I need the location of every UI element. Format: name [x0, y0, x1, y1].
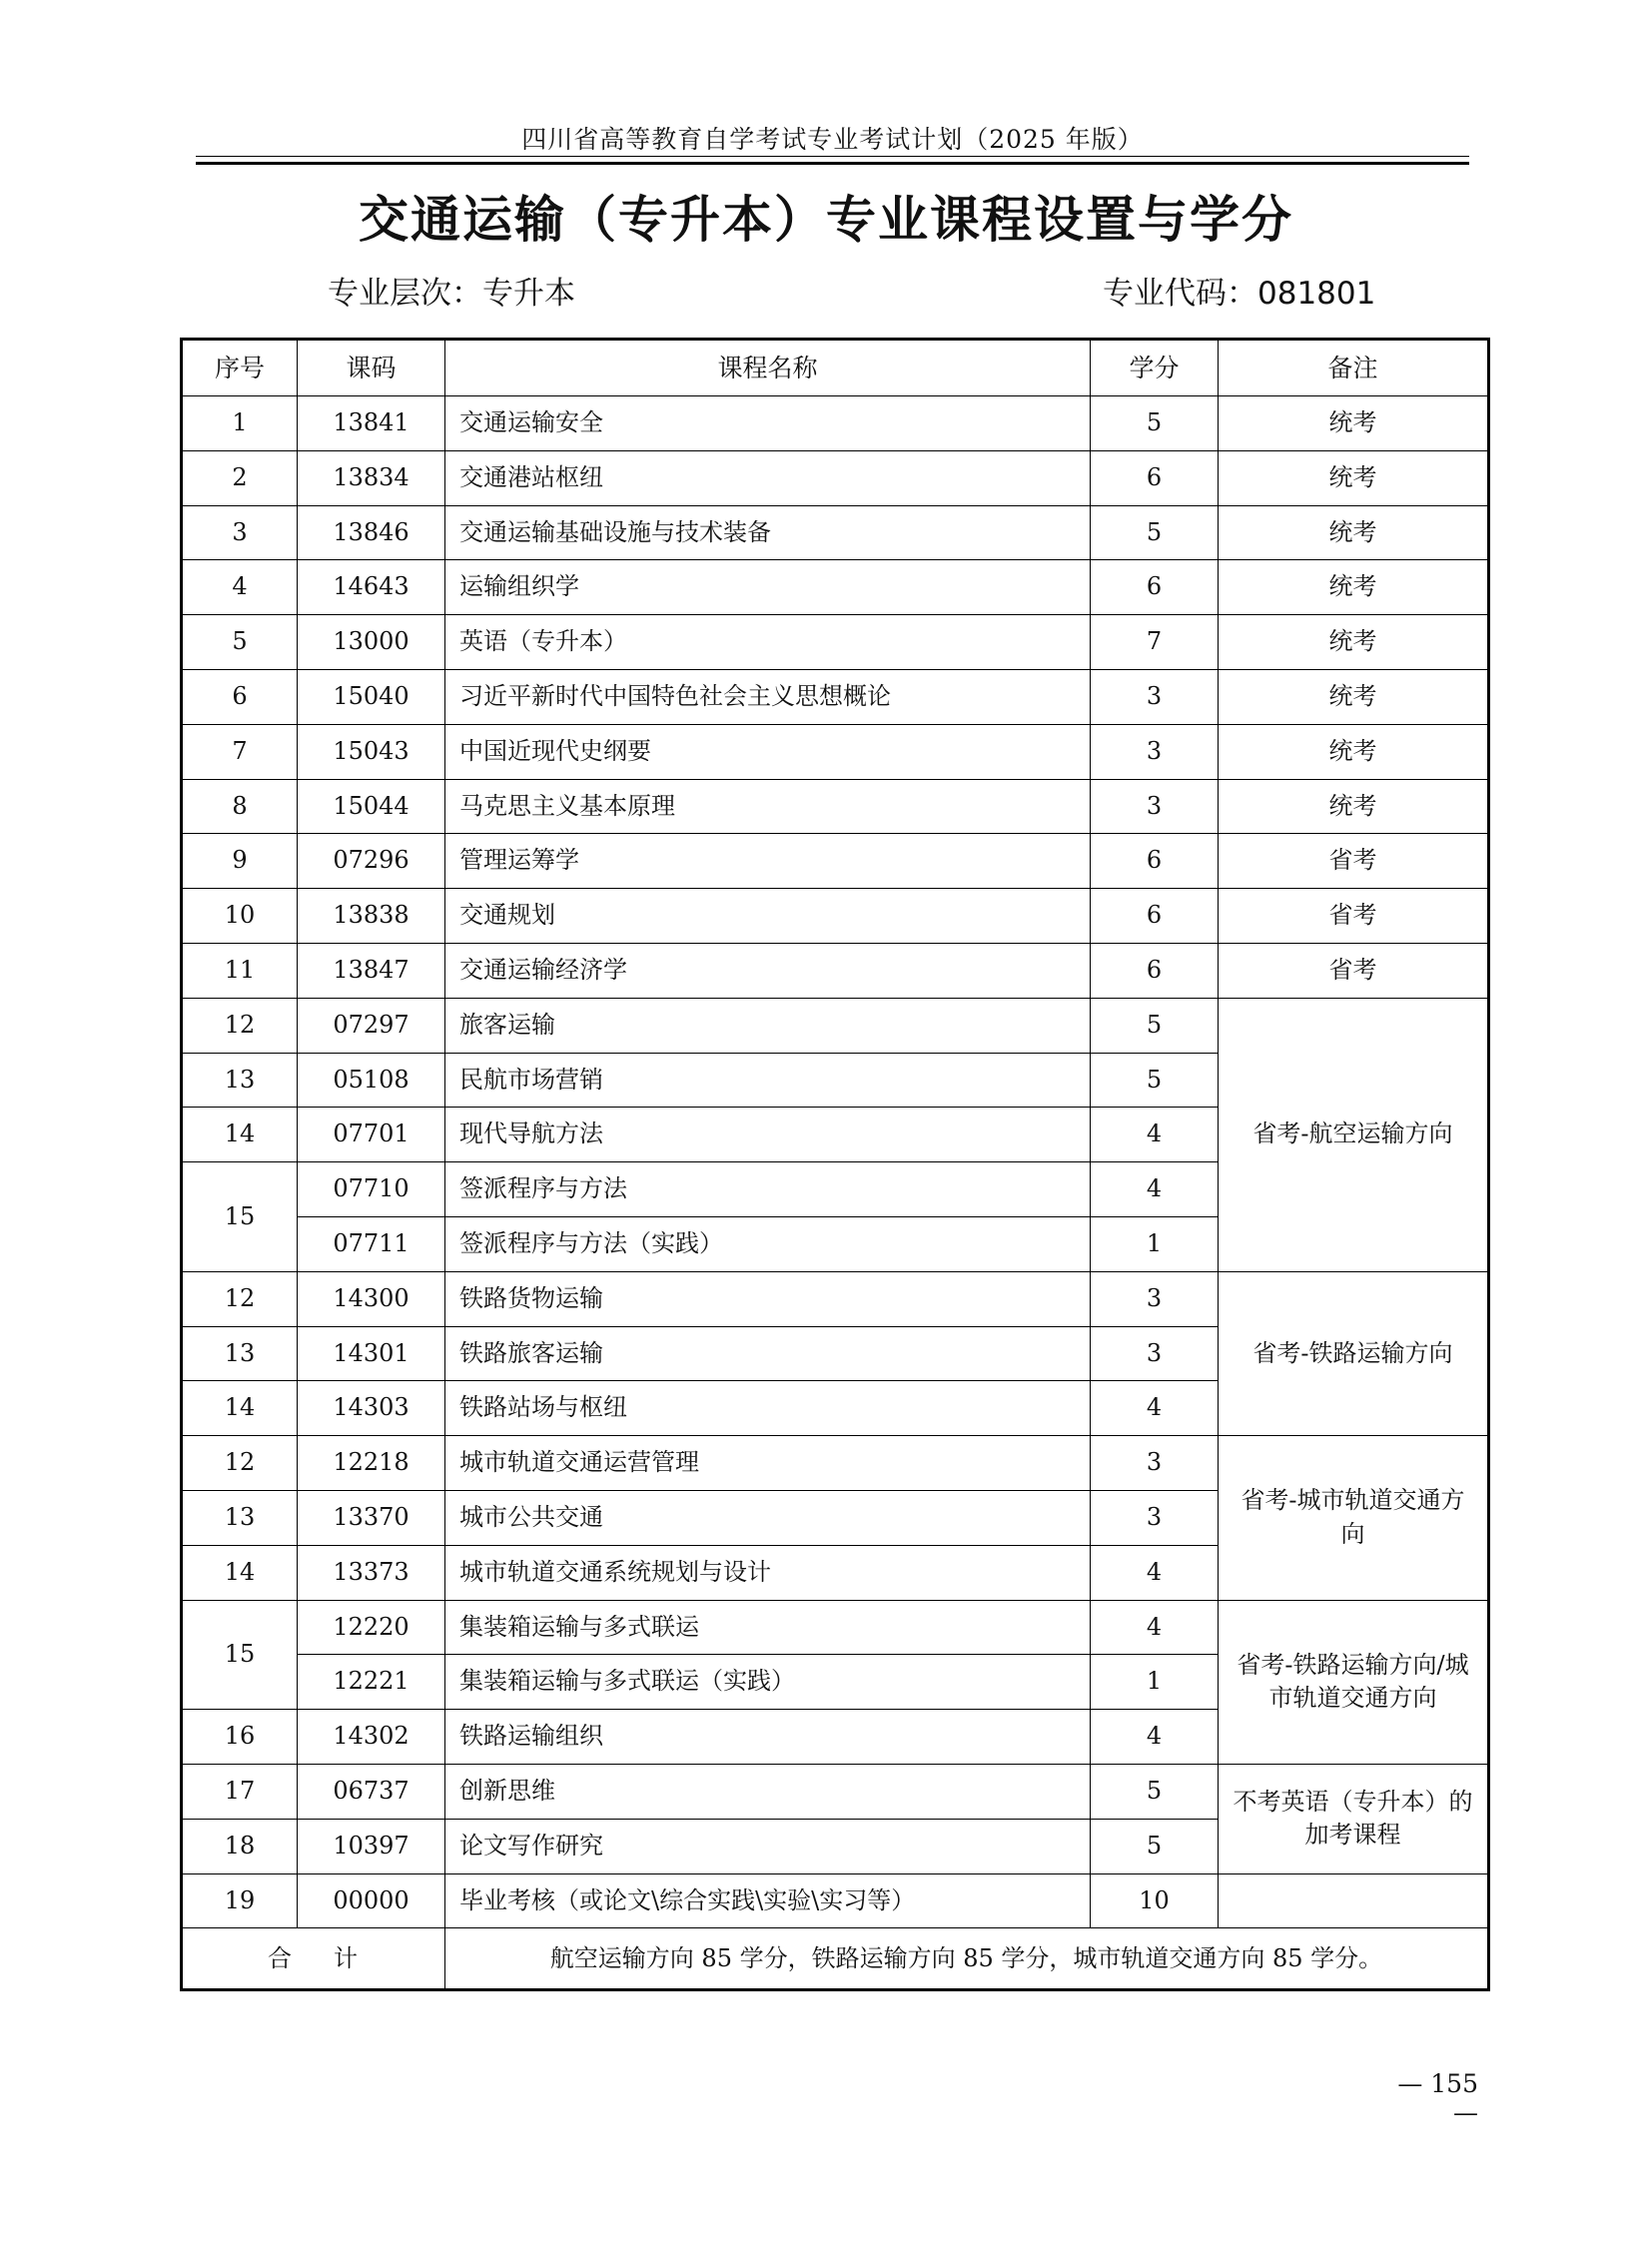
row-name: 铁路货物运输: [445, 1271, 1091, 1326]
table-row: [182, 1600, 1489, 1655]
row-no: 12: [182, 1436, 298, 1491]
row-note: [1219, 1873, 1489, 1928]
row-note: 统考: [1219, 724, 1489, 779]
row-code: 05108: [298, 1053, 445, 1108]
table-row: [182, 669, 1489, 724]
row-no: 18: [182, 1819, 298, 1873]
table-row: [182, 1764, 1489, 1819]
page-title: 交通运输（专升本）专业课程设置与学分: [359, 191, 1293, 249]
header-no: 序号: [182, 340, 298, 396]
row-note-group: 不考英语（专升本）的加考课程: [1219, 1764, 1489, 1873]
row-no: 13: [182, 1490, 298, 1545]
row-credit: 5: [1091, 1819, 1219, 1873]
row-name: 铁路旅客运输: [445, 1326, 1091, 1381]
table-row: [182, 560, 1489, 615]
row-code: 06737: [298, 1764, 445, 1819]
table-row: [182, 450, 1489, 505]
row-credit: 3: [1091, 1490, 1219, 1545]
row-note: 统考: [1219, 779, 1489, 834]
row-no: 2: [182, 450, 298, 505]
row-credit: 7: [1091, 615, 1219, 670]
row-name: 城市轨道交通系统规划与设计: [445, 1545, 1091, 1600]
table-row: [182, 724, 1489, 779]
row-no: 12: [182, 1271, 298, 1326]
header-rule-thick: [196, 162, 1469, 165]
row-credit: 6: [1091, 889, 1219, 944]
row-no: 6: [182, 669, 298, 724]
row-code: 13834: [298, 450, 445, 505]
row-code: 12220: [298, 1600, 445, 1655]
row-note: 统考: [1219, 450, 1489, 505]
row-credit: 5: [1091, 505, 1219, 560]
table-row: [182, 505, 1489, 560]
row-code: 15043: [298, 724, 445, 779]
total-text: 航空运输方向 85 学分，铁路运输方向 85 学分，城市轨道交通方向 85 学分。: [445, 1928, 1489, 1990]
row-code: 14643: [298, 560, 445, 615]
row-code: 13838: [298, 889, 445, 944]
row-note: 统考: [1219, 560, 1489, 615]
table-row: [182, 615, 1489, 670]
row-note: 统考: [1219, 505, 1489, 560]
row-credit: 3: [1091, 1436, 1219, 1491]
row-credit: 5: [1091, 998, 1219, 1053]
row-no: 13: [182, 1326, 298, 1381]
row-no: 9: [182, 834, 298, 889]
row-credit: 3: [1091, 724, 1219, 779]
row-no: 5: [182, 615, 298, 670]
row-credit: 4: [1091, 1381, 1219, 1436]
table-row: [182, 1873, 1489, 1928]
row-no: 16: [182, 1710, 298, 1765]
row-no: 17: [182, 1764, 298, 1819]
header-code: 课码: [298, 340, 445, 396]
row-credit: 4: [1091, 1108, 1219, 1162]
row-no: 19: [182, 1873, 298, 1928]
row-no: 3: [182, 505, 298, 560]
row-note: 统考: [1219, 615, 1489, 670]
table-row: [182, 834, 1489, 889]
row-code: 07297: [298, 998, 445, 1053]
row-note-group: 省考-铁路运输方向: [1219, 1271, 1489, 1435]
row-credit: 5: [1091, 1053, 1219, 1108]
row-no: 14: [182, 1108, 298, 1162]
row-note-group: 省考-航空运输方向: [1219, 998, 1489, 1271]
major-code: 专业代码：081801: [1103, 276, 1376, 312]
row-name: 签派程序与方法（实践）: [445, 1216, 1091, 1271]
row-code: 13847: [298, 943, 445, 998]
row-name: 集装箱运输与多式联运（实践）: [445, 1655, 1091, 1710]
row-note-group: 省考-城市轨道交通方向: [1219, 1436, 1489, 1600]
row-name: 城市公共交通: [445, 1490, 1091, 1545]
row-name: 交通运输安全: [445, 396, 1091, 451]
header-credit: 学分: [1091, 340, 1219, 396]
row-note: 省考: [1219, 889, 1489, 944]
row-code: 07711: [298, 1216, 445, 1271]
row-note: 统考: [1219, 396, 1489, 451]
course-table: [180, 338, 1490, 1991]
row-credit: 6: [1091, 560, 1219, 615]
row-name: 马克思主义基本原理: [445, 779, 1091, 834]
header-name: 课程名称: [445, 340, 1091, 396]
row-name: 签派程序与方法: [445, 1162, 1091, 1217]
row-no: 10: [182, 889, 298, 944]
row-credit: 5: [1091, 1764, 1219, 1819]
row-note: 省考: [1219, 943, 1489, 998]
row-note: 统考: [1219, 669, 1489, 724]
row-code: 14303: [298, 1381, 445, 1436]
row-no: 1: [182, 396, 298, 451]
row-no: 7: [182, 724, 298, 779]
row-credit: 4: [1091, 1545, 1219, 1600]
row-code: 13373: [298, 1545, 445, 1600]
row-name: 交通港站枢纽: [445, 450, 1091, 505]
row-code: 13841: [298, 396, 445, 451]
row-credit: 1: [1091, 1216, 1219, 1271]
table-row: [182, 889, 1489, 944]
table-header-row: [182, 340, 1489, 396]
row-name: 习近平新时代中国特色社会主义思想概论: [445, 669, 1091, 724]
row-credit: 10: [1091, 1873, 1219, 1928]
row-code: 13846: [298, 505, 445, 560]
row-credit: 6: [1091, 943, 1219, 998]
table-row: [182, 943, 1489, 998]
major-level: 专业层次：专升本: [328, 276, 575, 312]
row-no: 13: [182, 1053, 298, 1108]
row-name: 毕业考核（或论文\综合实践\实验\实习等）: [445, 1873, 1091, 1928]
row-no: 11: [182, 943, 298, 998]
row-name: 铁路站场与枢纽: [445, 1381, 1091, 1436]
header-note: 备注: [1219, 340, 1489, 396]
row-code: 14300: [298, 1271, 445, 1326]
row-no: 14: [182, 1545, 298, 1600]
row-name: 交通运输基础设施与技术装备: [445, 505, 1091, 560]
row-name: 运输组织学: [445, 560, 1091, 615]
table-row: [182, 396, 1489, 451]
row-name: 铁路运输组织: [445, 1710, 1091, 1765]
row-note: 省考: [1219, 834, 1489, 889]
row-credit: 4: [1091, 1600, 1219, 1655]
row-code: 15040: [298, 669, 445, 724]
row-name: 创新思维: [445, 1764, 1091, 1819]
total-label: 合计: [182, 1928, 445, 1990]
row-code: 12221: [298, 1655, 445, 1710]
row-code: 07701: [298, 1108, 445, 1162]
row-code: 15044: [298, 779, 445, 834]
row-code: 10397: [298, 1819, 445, 1873]
row-credit: 3: [1091, 779, 1219, 834]
row-credit: 3: [1091, 1326, 1219, 1381]
row-credit: 6: [1091, 834, 1219, 889]
row-credit: 6: [1091, 450, 1219, 505]
row-credit: 4: [1091, 1710, 1219, 1765]
row-code: 07296: [298, 834, 445, 889]
table-row: [182, 1436, 1489, 1491]
row-code: 00000: [298, 1873, 445, 1928]
row-name: 中国近现代史纲要: [445, 724, 1091, 779]
row-credit: 4: [1091, 1162, 1219, 1217]
row-code: 13000: [298, 615, 445, 670]
row-no: 14: [182, 1381, 298, 1436]
row-code: 14302: [298, 1710, 445, 1765]
page-number: — 155 —: [1397, 2069, 1478, 2127]
row-code: 13370: [298, 1490, 445, 1545]
row-name: 交通规划: [445, 889, 1091, 944]
table-row: [182, 1271, 1489, 1326]
row-name: 英语（专升本）: [445, 615, 1091, 670]
row-no: 8: [182, 779, 298, 834]
row-name: 集装箱运输与多式联运: [445, 1600, 1091, 1655]
row-credit: 5: [1091, 396, 1219, 451]
row-credit: 1: [1091, 1655, 1219, 1710]
table-row: [182, 779, 1489, 834]
row-code: 14301: [298, 1326, 445, 1381]
row-name: 民航市场营销: [445, 1053, 1091, 1108]
row-code: 07710: [298, 1162, 445, 1217]
table-row: [182, 998, 1489, 1053]
row-name: 管理运筹学: [445, 834, 1091, 889]
row-name: 论文写作研究: [445, 1819, 1091, 1873]
row-no: 12: [182, 998, 298, 1053]
running-header: 四川省高等教育自学考试专业考试计划（2025 年版）: [521, 125, 1144, 154]
row-note-group: 省考-铁路运输方向/城市轨道交通方向: [1219, 1600, 1489, 1764]
row-credit: 3: [1091, 1271, 1219, 1326]
row-name: 城市轨道交通运营管理: [445, 1436, 1091, 1491]
row-name: 交通运输经济学: [445, 943, 1091, 998]
total-row: [182, 1928, 1489, 1990]
row-name: 现代导航方法: [445, 1108, 1091, 1162]
header-rule-thin: [196, 156, 1469, 157]
row-no: 4: [182, 560, 298, 615]
row-name: 旅客运输: [445, 998, 1091, 1053]
row-no: 15: [182, 1162, 298, 1272]
row-no: 15: [182, 1600, 298, 1710]
row-credit: 3: [1091, 669, 1219, 724]
row-code: 12218: [298, 1436, 445, 1491]
